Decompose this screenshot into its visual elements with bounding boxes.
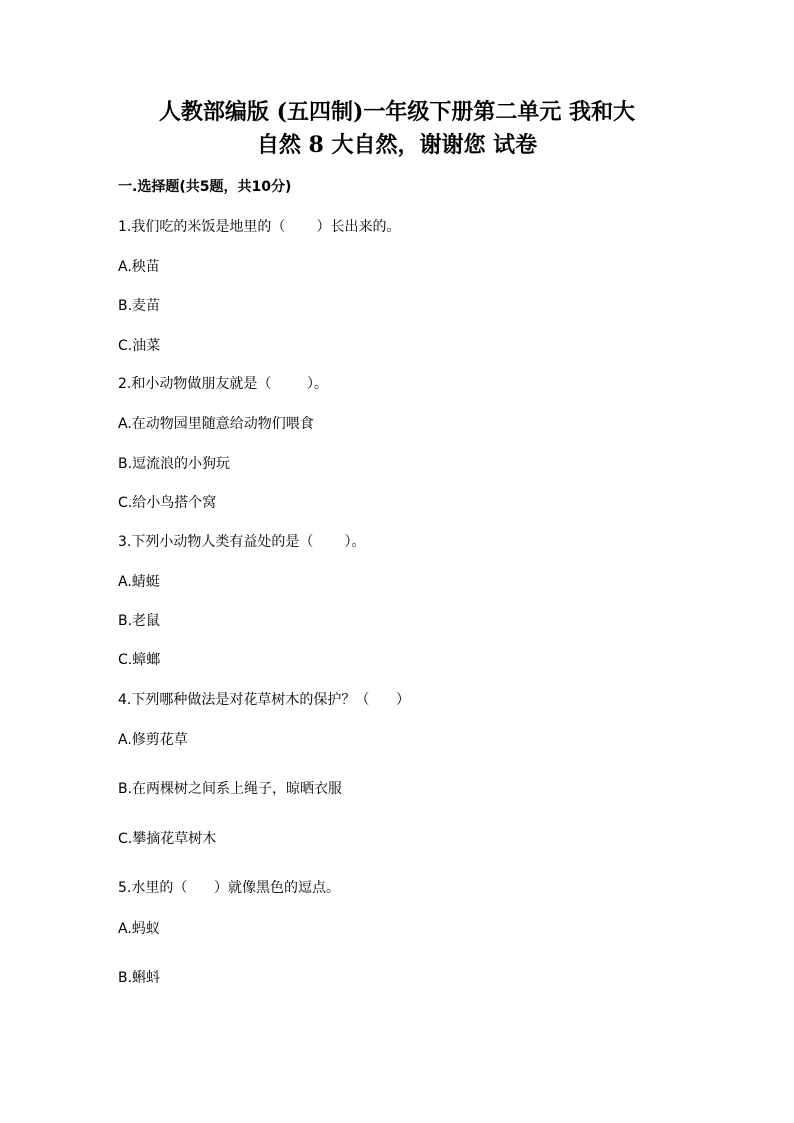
question-1-option-a: A.秧苗 bbox=[118, 259, 160, 275]
question-3-option-c: C.蟑螂 bbox=[118, 652, 161, 668]
question-2-stem: 2.和小动物做朋友就是（ ）。 bbox=[118, 376, 328, 392]
section-heading: 一.选择题(共5题，共10分) bbox=[118, 179, 292, 195]
question-4-stem: 4.下列哪种做法是对花草树木的保护？（ ） bbox=[118, 692, 411, 708]
question-5-option-a: A.蚂蚁 bbox=[118, 921, 160, 937]
question-3-option-b: B.老鼠 bbox=[118, 613, 161, 629]
page-title-line-2: 自然 8 大自然，谢谢您 试卷 bbox=[256, 132, 538, 158]
question-2-option-a: A.在动物园里随意给动物们喂食 bbox=[118, 416, 314, 432]
question-4-option-c: C.攀摘花草树木 bbox=[118, 831, 217, 847]
question-5-stem: 5.水里的（ ）就像黑色的逗点。 bbox=[118, 880, 341, 896]
question-3-option-a: A.蜻蜓 bbox=[118, 574, 160, 590]
question-1-stem: 1.我们吃的米饭是地里的（ ）长出来的。 bbox=[118, 219, 401, 235]
page-title-line-1: 人教部编版 (五四制)一年级下册第二单元 我和大 bbox=[158, 99, 636, 125]
question-2-option-b: B.逗流浪的小狗玩 bbox=[118, 456, 231, 472]
question-1-option-c: C.油菜 bbox=[118, 338, 161, 354]
question-1-option-b: B.麦苗 bbox=[118, 298, 161, 314]
question-4-option-a: A.修剪花草 bbox=[118, 732, 188, 748]
question-4-option-b: B.在两棵树之间系上绳子，晾晒衣服 bbox=[118, 781, 343, 797]
question-2-option-c: C.给小鸟搭个窝 bbox=[118, 495, 217, 511]
question-5-option-b: B.蝌蚪 bbox=[118, 970, 161, 986]
question-3-stem: 3.下列小动物人类有益处的是（ ）。 bbox=[118, 534, 366, 550]
